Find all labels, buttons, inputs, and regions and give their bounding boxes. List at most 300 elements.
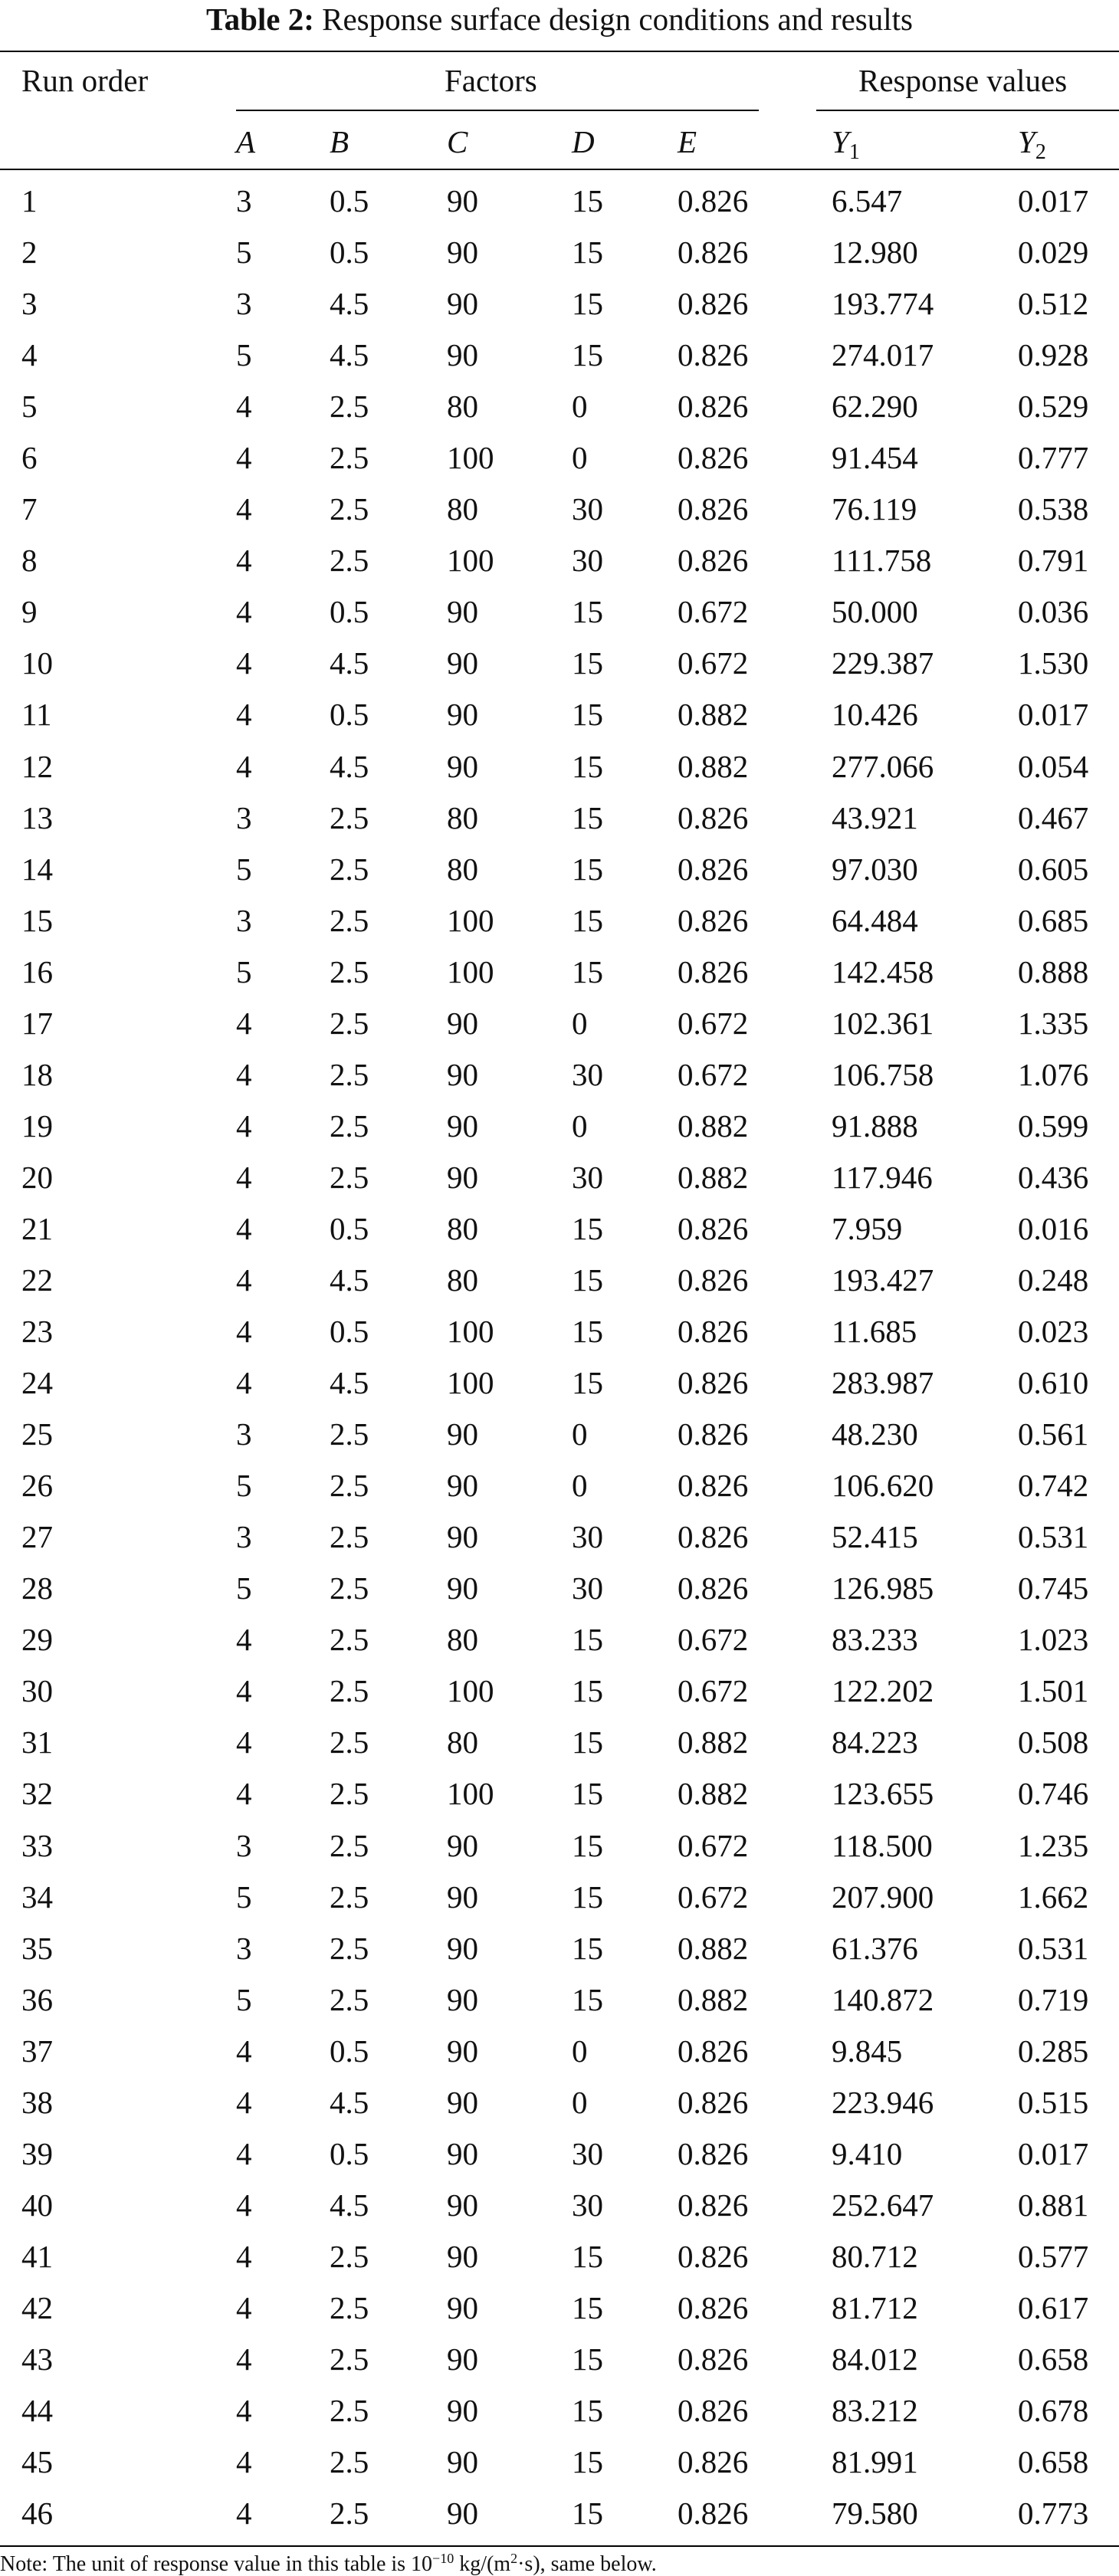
cell-e: 0.826 bbox=[678, 2033, 749, 2069]
cell-e: 0.826 bbox=[678, 2187, 749, 2223]
cell-d: 0 bbox=[572, 1416, 588, 1452]
cell-run-order: 13 bbox=[21, 799, 53, 835]
cell-y2: 0.248 bbox=[1018, 1262, 1089, 1298]
cell-a: 4 bbox=[236, 1005, 252, 1041]
cell-b: 2.5 bbox=[330, 1005, 369, 1041]
table-top-rule bbox=[0, 51, 1119, 52]
cell-a: 4 bbox=[236, 594, 252, 630]
cell-a: 5 bbox=[236, 1879, 252, 1915]
cell-d: 15 bbox=[572, 2238, 603, 2274]
cell-c: 80 bbox=[447, 1622, 478, 1658]
cell-e: 0.882 bbox=[678, 1981, 749, 2017]
cell-run-order: 17 bbox=[21, 1005, 53, 1041]
cell-d: 15 bbox=[572, 1673, 603, 1709]
cell-a: 4 bbox=[236, 1210, 252, 1246]
header-bottom-rule bbox=[0, 169, 1119, 170]
note-suffix: ·s), same below. bbox=[517, 2552, 657, 2576]
cell-e: 0.672 bbox=[678, 645, 749, 681]
cell-run-order: 3 bbox=[21, 286, 38, 322]
cell-c: 90 bbox=[447, 2444, 478, 2480]
cell-e: 0.882 bbox=[678, 1724, 749, 1761]
cell-y2: 0.531 bbox=[1018, 1519, 1089, 1555]
cell-c: 90 bbox=[447, 1570, 478, 1606]
cell-run-order: 25 bbox=[21, 1416, 53, 1452]
cell-y2: 1.335 bbox=[1018, 1005, 1089, 1041]
cell-e: 0.672 bbox=[678, 1056, 749, 1092]
cell-c: 80 bbox=[447, 851, 478, 887]
cell-c: 100 bbox=[447, 543, 494, 579]
cell-y2: 0.436 bbox=[1018, 1159, 1089, 1195]
cell-a: 4 bbox=[236, 440, 252, 476]
cell-e: 0.826 bbox=[678, 543, 749, 579]
cell-e: 0.672 bbox=[678, 1827, 749, 1863]
cell-y1: 84.223 bbox=[832, 1724, 918, 1761]
cell-c: 90 bbox=[447, 1519, 478, 1555]
cell-d: 30 bbox=[572, 1519, 603, 1555]
table-row bbox=[0, 1823, 1119, 1874]
cell-d: 30 bbox=[572, 1570, 603, 1606]
cell-run-order: 40 bbox=[21, 2187, 53, 2223]
cell-e: 0.826 bbox=[678, 1365, 749, 1401]
cell-run-order: 41 bbox=[21, 2238, 53, 2274]
table-row bbox=[0, 1257, 1119, 1308]
cell-run-order: 10 bbox=[21, 645, 53, 681]
cell-b: 2.5 bbox=[330, 1879, 369, 1915]
cell-d: 15 bbox=[572, 1776, 603, 1812]
cell-run-order: 9 bbox=[21, 594, 38, 630]
cell-a: 4 bbox=[236, 543, 252, 579]
note-unit-exponent: 2 bbox=[510, 2551, 518, 2566]
cell-e: 0.826 bbox=[678, 1468, 749, 1504]
cell-y2: 1.235 bbox=[1018, 1827, 1089, 1863]
table-row bbox=[0, 1874, 1119, 1925]
table-note bbox=[0, 2547, 657, 2576]
cell-e: 0.672 bbox=[678, 1005, 749, 1041]
cell-d: 15 bbox=[572, 2444, 603, 2480]
cell-d: 15 bbox=[572, 1365, 603, 1401]
cell-b: 2.5 bbox=[330, 2289, 369, 2325]
cell-c: 90 bbox=[447, 2135, 478, 2171]
cell-a: 5 bbox=[236, 953, 252, 989]
cell-run-order: 42 bbox=[21, 2289, 53, 2325]
cell-y2: 0.538 bbox=[1018, 491, 1089, 527]
header-run-order: Run order bbox=[21, 63, 149, 98]
table-row bbox=[0, 1154, 1119, 1206]
cell-y1: 6.547 bbox=[832, 183, 903, 218]
cell-a: 3 bbox=[236, 1519, 252, 1555]
cell-d: 15 bbox=[572, 1827, 603, 1863]
cell-b: 0.5 bbox=[330, 1210, 369, 1246]
table-row bbox=[0, 743, 1119, 795]
cell-y2: 1.530 bbox=[1018, 645, 1089, 681]
cell-run-order: 36 bbox=[21, 1981, 53, 2017]
cell-d: 15 bbox=[572, 1724, 603, 1761]
cell-y1: 97.030 bbox=[832, 851, 918, 887]
table-row bbox=[0, 1719, 1119, 1770]
cell-e: 0.882 bbox=[678, 1159, 749, 1195]
cell-a: 5 bbox=[236, 851, 252, 887]
cell-run-order: 35 bbox=[21, 1930, 53, 1966]
cell-d: 30 bbox=[572, 2187, 603, 2223]
cell-a: 4 bbox=[236, 1622, 252, 1658]
cell-d: 30 bbox=[572, 1056, 603, 1092]
cell-y1: 48.230 bbox=[832, 1416, 918, 1452]
cell-e: 0.882 bbox=[678, 1930, 749, 1966]
cell-y2: 0.467 bbox=[1018, 799, 1089, 835]
cell-b: 4.5 bbox=[330, 2084, 369, 2120]
cell-d: 0 bbox=[572, 440, 588, 476]
cell-a: 3 bbox=[236, 902, 252, 938]
cell-b: 2.5 bbox=[330, 1570, 369, 1606]
cell-y2: 1.076 bbox=[1018, 1056, 1089, 1092]
cell-a: 3 bbox=[236, 1930, 252, 1966]
cell-run-order: 46 bbox=[21, 2496, 53, 2532]
cell-a: 4 bbox=[236, 697, 252, 733]
cell-b: 2.5 bbox=[330, 1468, 369, 1504]
cell-e: 0.826 bbox=[678, 2444, 749, 2480]
cell-run-order: 45 bbox=[21, 2444, 53, 2480]
column-header-y1 bbox=[832, 123, 860, 172]
cell-b: 2.5 bbox=[330, 953, 369, 989]
cell-y2: 0.617 bbox=[1018, 2289, 1089, 2325]
cell-e: 0.826 bbox=[678, 2238, 749, 2274]
cell-c: 80 bbox=[447, 491, 478, 527]
cell-d: 15 bbox=[572, 2341, 603, 2377]
cell-y1: 274.017 bbox=[832, 337, 934, 373]
cell-y1: 106.758 bbox=[832, 1056, 934, 1092]
table-row bbox=[0, 2285, 1119, 2336]
cell-c: 90 bbox=[447, 1468, 478, 1504]
cell-e: 0.826 bbox=[678, 1570, 749, 1606]
cell-run-order: 15 bbox=[21, 902, 53, 938]
cell-y1: 9.845 bbox=[832, 2033, 903, 2069]
cell-b: 2.5 bbox=[330, 2341, 369, 2377]
table-row bbox=[0, 1360, 1119, 1411]
cell-e: 0.826 bbox=[678, 799, 749, 835]
cell-y1: 123.655 bbox=[832, 1776, 934, 1812]
cell-d: 30 bbox=[572, 2135, 603, 2171]
cell-e: 0.882 bbox=[678, 748, 749, 784]
cell-a: 4 bbox=[236, 1365, 252, 1401]
cell-y1: 91.454 bbox=[832, 440, 918, 476]
cell-y2: 0.605 bbox=[1018, 851, 1089, 887]
cell-y2: 0.658 bbox=[1018, 2341, 1089, 2377]
factors-subrule bbox=[236, 110, 759, 111]
table-row bbox=[0, 2336, 1119, 2387]
cell-a: 4 bbox=[236, 2187, 252, 2223]
cell-y2: 0.054 bbox=[1018, 748, 1089, 784]
cell-b: 4.5 bbox=[330, 645, 369, 681]
table-row bbox=[0, 1411, 1119, 1462]
cell-b: 2.5 bbox=[330, 851, 369, 887]
cell-run-order: 4 bbox=[21, 337, 38, 373]
cell-b: 4.5 bbox=[330, 748, 369, 784]
cell-y2: 0.561 bbox=[1018, 1416, 1089, 1452]
cell-b: 2.5 bbox=[330, 1056, 369, 1092]
cell-d: 0 bbox=[572, 1005, 588, 1041]
cell-c: 90 bbox=[447, 645, 478, 681]
cell-b: 0.5 bbox=[330, 2033, 369, 2069]
table-row bbox=[0, 1977, 1119, 2028]
cell-a: 4 bbox=[236, 2289, 252, 2325]
cell-run-order: 1 bbox=[21, 183, 38, 218]
cell-d: 15 bbox=[572, 2496, 603, 2532]
cell-c: 100 bbox=[447, 440, 494, 476]
cell-a: 4 bbox=[236, 2444, 252, 2480]
cell-a: 5 bbox=[236, 1981, 252, 2017]
cell-e: 0.826 bbox=[678, 1210, 749, 1246]
cell-y1: 117.946 bbox=[832, 1159, 933, 1195]
table-row bbox=[0, 281, 1119, 332]
cell-b: 4.5 bbox=[330, 286, 369, 322]
cell-y2: 0.610 bbox=[1018, 1365, 1089, 1401]
cell-e: 0.672 bbox=[678, 1673, 749, 1709]
cell-y2: 0.658 bbox=[1018, 2444, 1089, 2480]
cell-run-order: 44 bbox=[21, 2393, 53, 2429]
cell-y2: 0.777 bbox=[1018, 440, 1089, 476]
cell-y1: 91.888 bbox=[832, 1108, 918, 1144]
cell-y2: 0.599 bbox=[1018, 1108, 1089, 1144]
cell-b: 2.5 bbox=[330, 1159, 369, 1195]
cell-c: 90 bbox=[447, 337, 478, 373]
cell-a: 4 bbox=[236, 2393, 252, 2429]
table-row bbox=[0, 1668, 1119, 1719]
cell-run-order: 5 bbox=[21, 389, 38, 425]
table-row bbox=[0, 1565, 1119, 1616]
cell-y1: 106.620 bbox=[832, 1468, 934, 1504]
cell-a: 4 bbox=[236, 1724, 252, 1761]
cell-y2: 0.773 bbox=[1018, 2496, 1089, 2532]
cell-y2: 0.531 bbox=[1018, 1930, 1089, 1966]
cell-c: 90 bbox=[447, 2496, 478, 2532]
cell-y2: 0.285 bbox=[1018, 2033, 1089, 2069]
cell-a: 4 bbox=[236, 1108, 252, 1144]
cell-e: 0.826 bbox=[678, 2393, 749, 2429]
cell-b: 2.5 bbox=[330, 543, 369, 579]
cell-b: 4.5 bbox=[330, 1365, 369, 1401]
cell-d: 15 bbox=[572, 183, 603, 218]
table-row bbox=[0, 897, 1119, 949]
cell-e: 0.826 bbox=[678, 235, 749, 271]
cell-run-order: 7 bbox=[21, 491, 38, 527]
cell-c: 100 bbox=[447, 953, 494, 989]
cell-d: 30 bbox=[572, 491, 603, 527]
cell-y1: 50.000 bbox=[832, 594, 918, 630]
cell-y1: 207.900 bbox=[832, 1879, 934, 1915]
table-row bbox=[0, 589, 1119, 640]
cell-b: 2.5 bbox=[330, 1930, 369, 1966]
cell-run-order: 12 bbox=[21, 748, 53, 784]
cell-e: 0.826 bbox=[678, 1416, 749, 1452]
column-header-y2-symbol: Y bbox=[1018, 124, 1035, 159]
header-response-values: Response values bbox=[858, 63, 1068, 98]
cell-b: 2.5 bbox=[330, 2496, 369, 2532]
cell-run-order: 37 bbox=[21, 2033, 53, 2069]
cell-run-order: 8 bbox=[21, 543, 38, 579]
cell-run-order: 21 bbox=[21, 1210, 53, 1246]
cell-a: 5 bbox=[236, 235, 252, 271]
cell-a: 4 bbox=[236, 1159, 252, 1195]
cell-run-order: 22 bbox=[21, 1262, 53, 1298]
cell-a: 4 bbox=[236, 2238, 252, 2274]
cell-y1: 7.959 bbox=[832, 1210, 903, 1246]
cell-y2: 1.662 bbox=[1018, 1879, 1089, 1915]
cell-e: 0.826 bbox=[678, 337, 749, 373]
cell-b: 0.5 bbox=[330, 1314, 369, 1350]
cell-y1: 283.987 bbox=[832, 1365, 934, 1401]
cell-c: 90 bbox=[447, 2341, 478, 2377]
note-exponent: −10 bbox=[432, 2551, 454, 2566]
cell-y2: 0.719 bbox=[1018, 1981, 1089, 2017]
cell-c: 90 bbox=[447, 286, 478, 322]
cell-e: 0.826 bbox=[678, 389, 749, 425]
cell-c: 80 bbox=[447, 389, 478, 425]
cell-y1: 62.290 bbox=[832, 389, 918, 425]
cell-y2: 0.685 bbox=[1018, 902, 1089, 938]
table-row bbox=[0, 2233, 1119, 2285]
cell-a: 4 bbox=[236, 1262, 252, 1298]
cell-d: 0 bbox=[572, 1468, 588, 1504]
cell-y1: 61.376 bbox=[832, 1930, 918, 1966]
table-caption-label: Table 2: bbox=[205, 2, 314, 37]
cell-a: 4 bbox=[236, 2135, 252, 2171]
cell-c: 90 bbox=[447, 594, 478, 630]
column-header-y1-subscript: 1 bbox=[848, 140, 860, 164]
cell-d: 15 bbox=[572, 1314, 603, 1350]
table-row bbox=[0, 949, 1119, 1000]
column-header-y2-subscript: 2 bbox=[1035, 140, 1046, 164]
table-row bbox=[0, 178, 1119, 229]
cell-a: 3 bbox=[236, 1827, 252, 1863]
cell-y2: 0.023 bbox=[1018, 1314, 1089, 1350]
cell-b: 2.5 bbox=[330, 2444, 369, 2480]
cell-d: 15 bbox=[572, 748, 603, 784]
cell-e: 0.826 bbox=[678, 2341, 749, 2377]
cell-e: 0.672 bbox=[678, 1879, 749, 1915]
cell-y2: 0.017 bbox=[1018, 183, 1089, 218]
cell-y1: 142.458 bbox=[832, 953, 934, 989]
table-row bbox=[0, 1925, 1119, 1977]
table-caption bbox=[0, 0, 1119, 40]
cell-run-order: 2 bbox=[21, 235, 38, 271]
cell-d: 15 bbox=[572, 1981, 603, 2017]
cell-y1: 122.202 bbox=[832, 1673, 934, 1709]
cell-e: 0.826 bbox=[678, 183, 749, 218]
note-unit: kg/(m bbox=[454, 2552, 511, 2576]
cell-run-order: 6 bbox=[21, 440, 38, 476]
cell-c: 100 bbox=[447, 902, 494, 938]
table-row bbox=[0, 691, 1119, 743]
cell-y1: 12.980 bbox=[832, 235, 918, 271]
cell-run-order: 27 bbox=[21, 1519, 53, 1555]
cell-a: 3 bbox=[236, 799, 252, 835]
cell-c: 90 bbox=[447, 1827, 478, 1863]
cell-a: 4 bbox=[236, 389, 252, 425]
cell-y1: 43.921 bbox=[832, 799, 918, 835]
cell-run-order: 19 bbox=[21, 1108, 53, 1144]
table-row bbox=[0, 2079, 1119, 2131]
table-row bbox=[0, 640, 1119, 691]
cell-b: 0.5 bbox=[330, 2135, 369, 2171]
cell-b: 2.5 bbox=[330, 1827, 369, 1863]
cell-d: 0 bbox=[572, 2084, 588, 2120]
cell-d: 15 bbox=[572, 1879, 603, 1915]
cell-b: 0.5 bbox=[330, 594, 369, 630]
table-row bbox=[0, 2131, 1119, 2182]
cell-b: 0.5 bbox=[330, 235, 369, 271]
table-body bbox=[0, 178, 1119, 2542]
cell-run-order: 38 bbox=[21, 2084, 53, 2120]
table-row bbox=[0, 1770, 1119, 1822]
cell-y2: 0.016 bbox=[1018, 1210, 1089, 1246]
table-row bbox=[0, 1206, 1119, 1257]
cell-b: 2.5 bbox=[330, 1519, 369, 1555]
cell-c: 90 bbox=[447, 2393, 478, 2429]
cell-a: 5 bbox=[236, 337, 252, 373]
cell-e: 0.826 bbox=[678, 2135, 749, 2171]
cell-b: 2.5 bbox=[330, 2393, 369, 2429]
table-row bbox=[0, 486, 1119, 537]
cell-c: 90 bbox=[447, 697, 478, 733]
cell-a: 4 bbox=[236, 1314, 252, 1350]
cell-b: 2.5 bbox=[330, 389, 369, 425]
table-row bbox=[0, 1514, 1119, 1565]
cell-run-order: 24 bbox=[21, 1365, 53, 1401]
table-row bbox=[0, 1052, 1119, 1103]
cell-a: 3 bbox=[236, 1416, 252, 1452]
cell-y2: 0.888 bbox=[1018, 953, 1089, 989]
column-header-a: A bbox=[236, 124, 256, 159]
response-subrule bbox=[816, 110, 1119, 111]
table-row bbox=[0, 2387, 1119, 2439]
cell-a: 5 bbox=[236, 1570, 252, 1606]
cell-b: 0.5 bbox=[330, 697, 369, 733]
cell-y1: 277.066 bbox=[832, 748, 934, 784]
cell-e: 0.882 bbox=[678, 1776, 749, 1812]
cell-run-order: 34 bbox=[21, 1879, 53, 1915]
cell-d: 15 bbox=[572, 286, 603, 322]
cell-c: 90 bbox=[447, 1159, 478, 1195]
cell-run-order: 43 bbox=[21, 2341, 53, 2377]
cell-y1: 252.647 bbox=[832, 2187, 934, 2223]
cell-c: 90 bbox=[447, 1416, 478, 1452]
cell-e: 0.672 bbox=[678, 594, 749, 630]
table-row bbox=[0, 795, 1119, 846]
cell-y2: 0.036 bbox=[1018, 594, 1089, 630]
cell-y1: 140.872 bbox=[832, 1981, 934, 2017]
cell-a: 4 bbox=[236, 1673, 252, 1709]
cell-c: 90 bbox=[447, 2084, 478, 2120]
table-row bbox=[0, 1616, 1119, 1668]
note-prefix: Note: The unit of response value in this table is 10 bbox=[0, 2552, 433, 2576]
cell-d: 15 bbox=[572, 1930, 603, 1966]
cell-run-order: 20 bbox=[21, 1159, 53, 1195]
cell-y1: 9.410 bbox=[832, 2135, 903, 2171]
table-row bbox=[0, 537, 1119, 589]
column-header-d: D bbox=[572, 124, 595, 159]
cell-run-order: 14 bbox=[21, 851, 53, 887]
cell-d: 0 bbox=[572, 2033, 588, 2069]
cell-run-order: 18 bbox=[21, 1056, 53, 1092]
cell-c: 80 bbox=[447, 1210, 478, 1246]
cell-y2: 0.742 bbox=[1018, 1468, 1089, 1504]
cell-y2: 0.017 bbox=[1018, 2135, 1089, 2171]
cell-a: 4 bbox=[236, 645, 252, 681]
cell-run-order: 29 bbox=[21, 1622, 53, 1658]
cell-b: 2.5 bbox=[330, 1776, 369, 1812]
cell-d: 30 bbox=[572, 1159, 603, 1195]
cell-run-order: 26 bbox=[21, 1468, 53, 1504]
